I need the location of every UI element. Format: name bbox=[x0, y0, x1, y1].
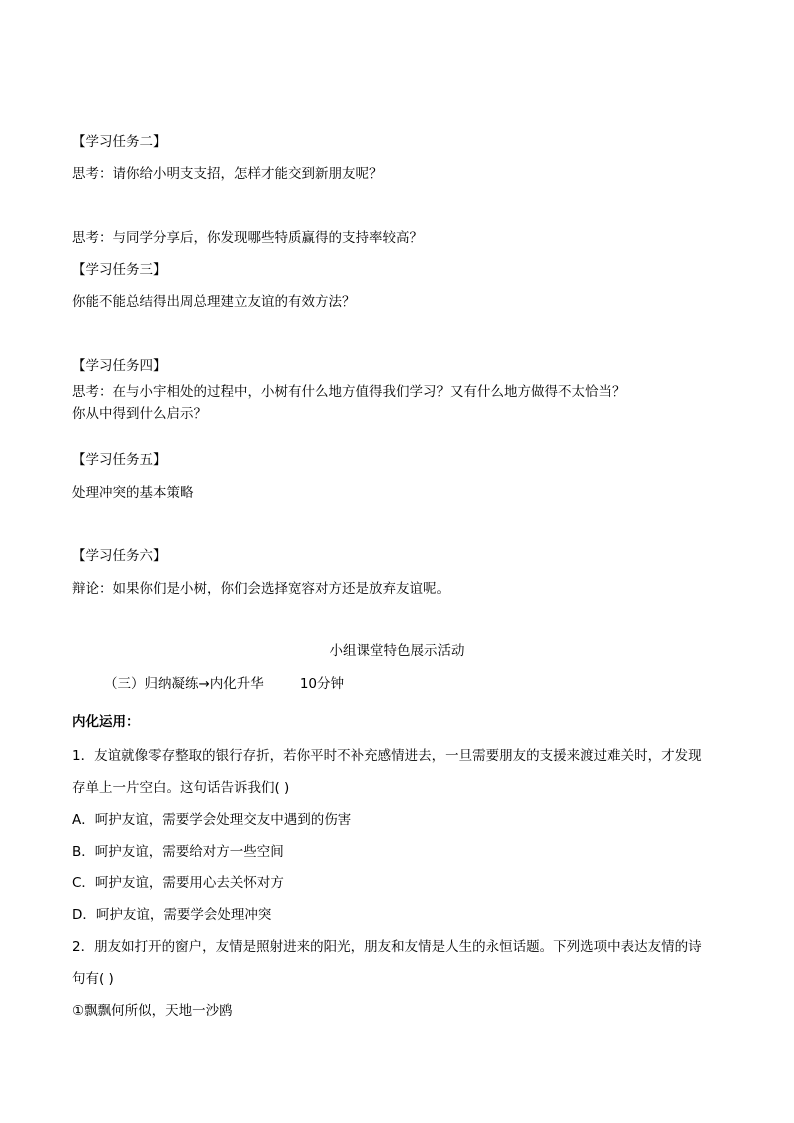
task4-question-line-1: 思考：在与小宇相处的过程中，小树有什么地方值得我们学习？又有什么地方做得不太恰当？ bbox=[72, 384, 626, 400]
section-label: （三）归纳凝练→内化升华 bbox=[104, 676, 264, 692]
task5-heading: 【学习任务五】 bbox=[72, 452, 167, 468]
task3-question: 你能不能总结得出周总理建立友谊的有效方法？ bbox=[72, 294, 356, 310]
question-1-option-a: A．呵护友谊，需要学会处理交友中遇到的伤害 bbox=[72, 812, 352, 828]
question-2-line-1: 2．朋友如打开的窗户，友情是照射进来的阳光，朋友和友情是人生的永恒话题。下列选项中表达友情的诗 bbox=[72, 939, 702, 955]
activity-title: 小组课堂特色展示活动 bbox=[329, 643, 465, 659]
task3-heading: 【学习任务三】 bbox=[72, 262, 167, 278]
task5-text: 处理冲突的基本策略 bbox=[72, 485, 194, 501]
task4-heading: 【学习任务四】 bbox=[72, 358, 167, 374]
task2-think-question-1: 思考：请你给小明支支招，怎样才能交到新朋友呢？ bbox=[72, 166, 383, 182]
question-1-line-2: 存单上一片空白。这句话告诉我们( ) bbox=[72, 780, 290, 796]
task2-think-question-2: 思考：与同学分享后，你发现哪些特质赢得的支持率较高？ bbox=[72, 230, 423, 246]
question-1-option-d: D．呵护友谊，需要学会处理冲突 bbox=[72, 907, 272, 923]
task6-heading: 【学习任务六】 bbox=[72, 548, 167, 564]
task4-question-line-2: 你从中得到什么启示？ bbox=[72, 406, 207, 422]
question-1-option-b: B．呵护友谊，需要给对方一些空间 bbox=[72, 844, 284, 860]
practice-heading: 内化运用： bbox=[72, 714, 140, 730]
task2-heading: 【学习任务二】 bbox=[72, 134, 167, 150]
section-time: 10分钟 bbox=[299, 676, 344, 692]
question-1-option-c: C．呵护友谊，需要用心去关怀对方 bbox=[72, 875, 284, 891]
section-heading bbox=[104, 675, 344, 693]
task6-debate: 辩论：如果你们是小树，你们会选择宽容对方还是放弃友谊呢。 bbox=[72, 581, 450, 597]
question-2-item-1: ①飘飘何所似，天地一沙鸥 bbox=[72, 1003, 233, 1019]
question-1-line-1: 1．友谊就像零存整取的银行存折，若你平时不补充感情进去，一旦需要朋友的支援来渡过难关时，才发现 bbox=[72, 748, 702, 764]
question-2-line-2: 句有( ) bbox=[72, 971, 114, 987]
